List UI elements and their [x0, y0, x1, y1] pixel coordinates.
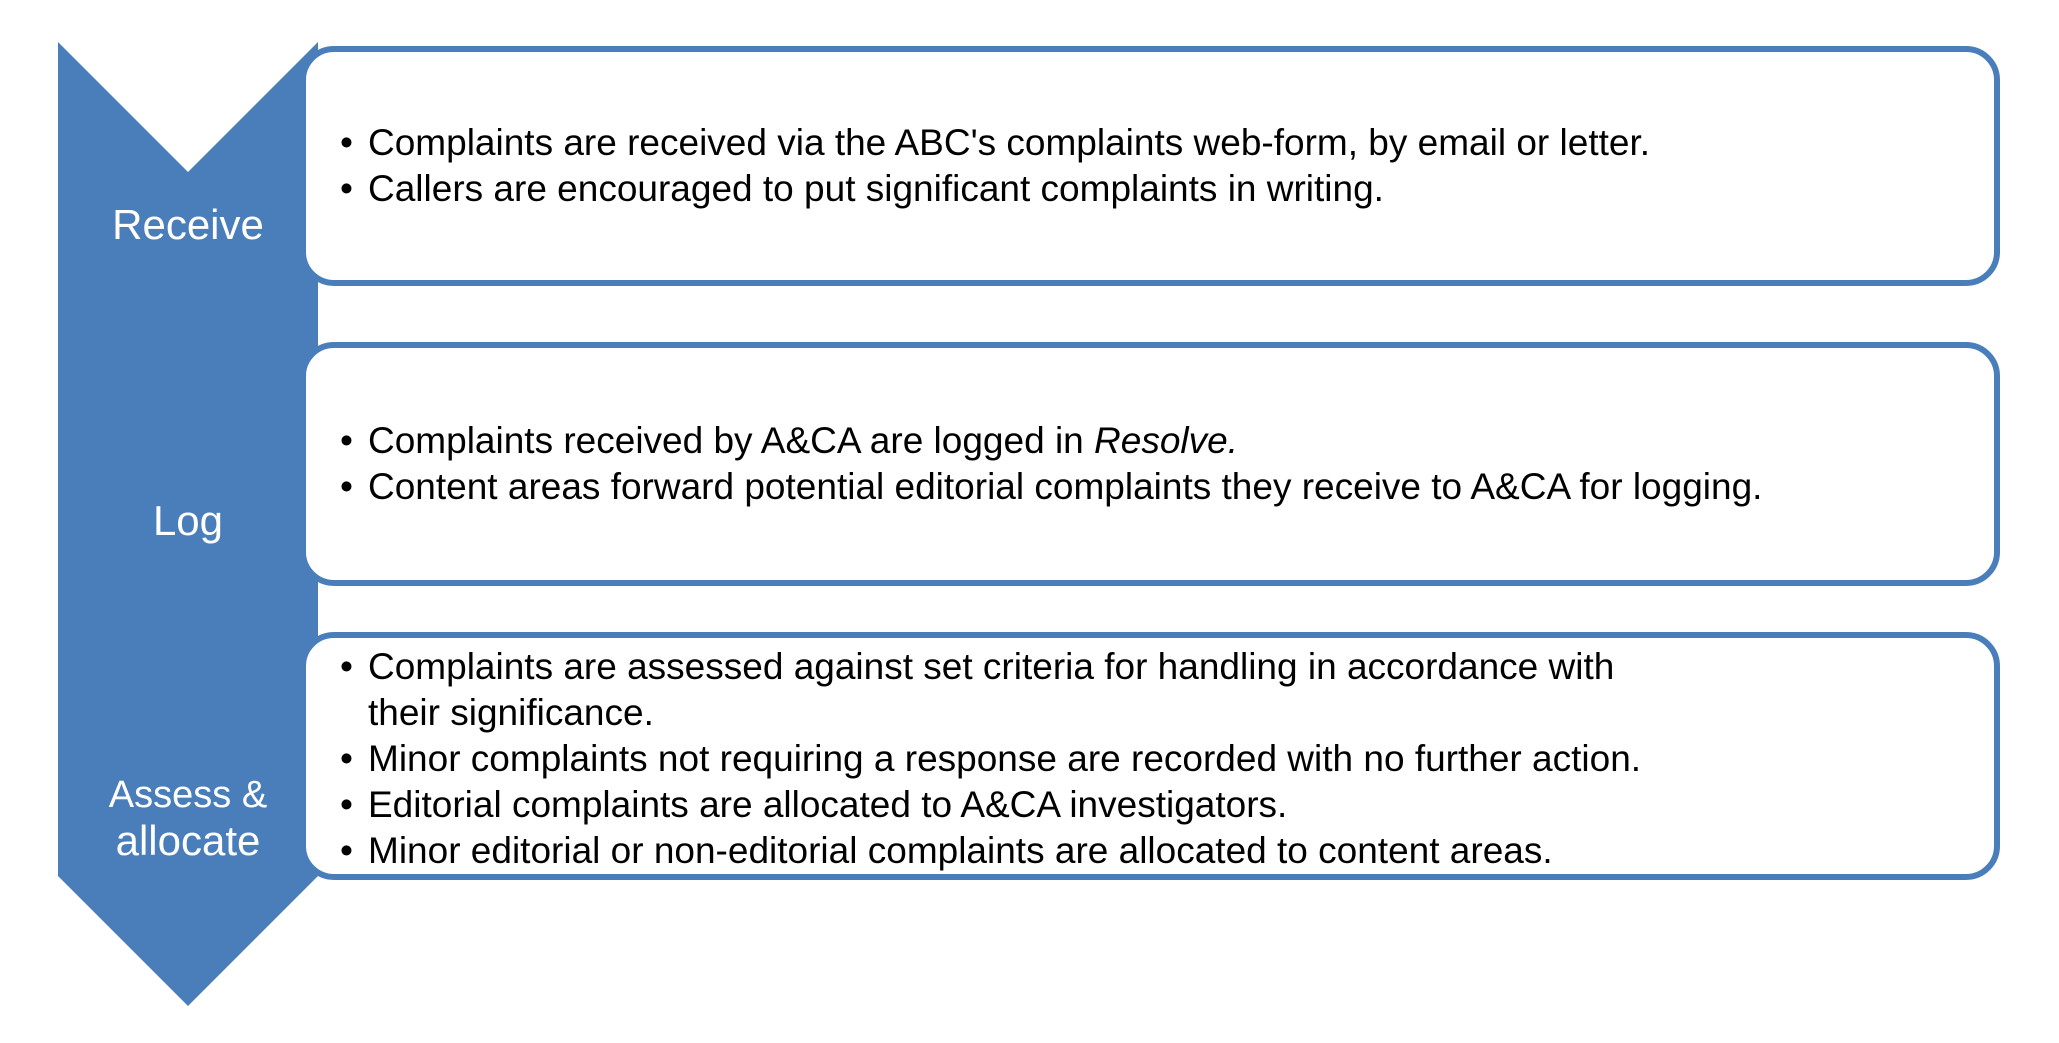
bullet-item: • Complaints are assessed against set criteria for handling in accordance with their significance. — [338, 644, 1964, 736]
step-box-assess-allocate — [300, 632, 2000, 880]
bullet-text: Complaints received by A&CA are logged in — [368, 420, 1095, 461]
step-label-log: Log — [152, 497, 224, 544]
bullet-list-assess-allocate — [338, 644, 1964, 874]
step-box-log — [300, 342, 2000, 586]
bullet-item: • Content areas forward potential editorial complaints they receive to A&CA for logging. — [338, 464, 1964, 510]
step-label-assess-allocate — [58, 772, 318, 864]
bullet-list-receive — [338, 120, 1964, 212]
bullet-item: • Minor editorial or non-editorial complaints are allocated to content areas. — [338, 828, 1964, 874]
resolve-system-name: Resolve. — [1094, 420, 1238, 461]
bullet-item: • Complaints are received via the ABC's complaints web-form, by email or letter. — [338, 120, 1964, 166]
bullet-item: • Callers are encouraged to put significant complaints in writing. — [338, 166, 1964, 212]
bullet-item: • Editorial complaints are allocated to A&CA investigators. — [338, 782, 1964, 828]
step-label-line: allocate — [115, 817, 261, 864]
bullet-item: • Minor complaints not requiring a response are recorded with no further action. — [338, 736, 1964, 782]
bullet-list-log — [338, 418, 1964, 510]
step-box-receive — [300, 46, 2000, 286]
step-label-receive: Receive — [112, 201, 264, 248]
step-label-line: Assess & — [108, 774, 268, 816]
bullet-item — [338, 418, 1964, 464]
